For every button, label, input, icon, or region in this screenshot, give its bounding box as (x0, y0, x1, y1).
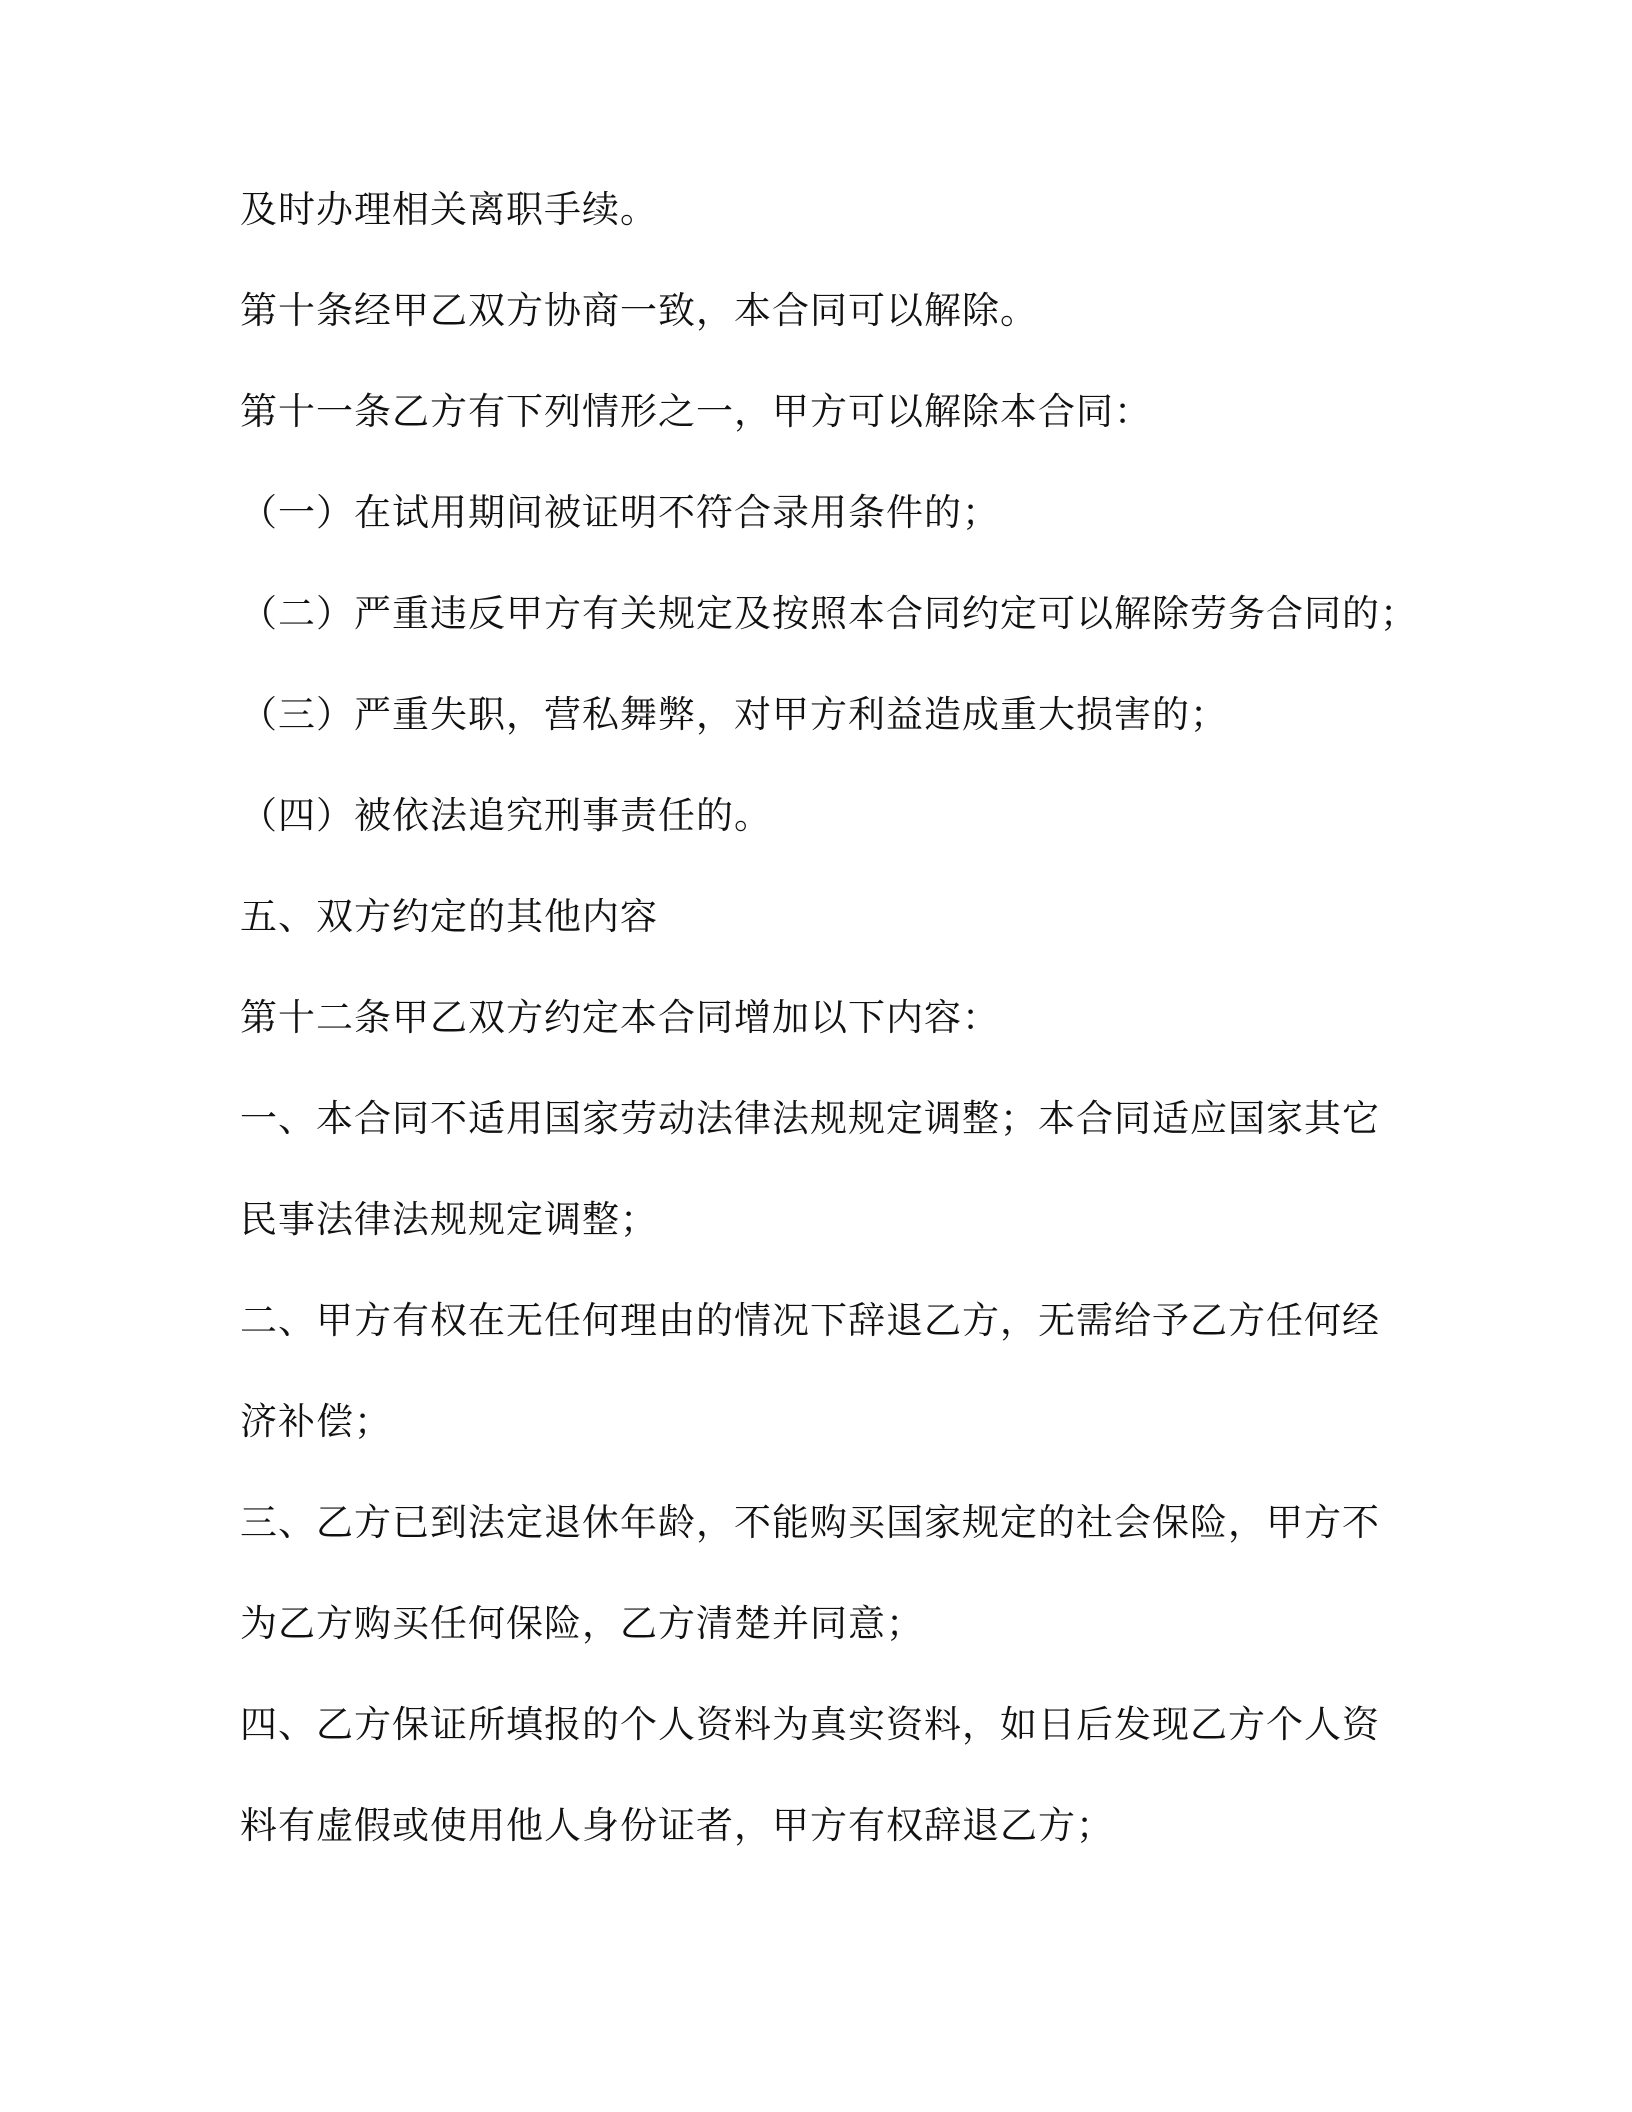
agreement-item-1-continued: 民事法律法规规定调整； (240, 1198, 658, 1241)
clause-item-4: （四）被依法追究刑事责任的。 (240, 794, 772, 837)
text-line: 及时办理相关离职手续。 (240, 188, 658, 231)
agreement-item-1: 一、本合同不适用国家劳动法律法规规定调整；本合同适应国家其它 (240, 1097, 1380, 1140)
agreement-item-4-continued: 料有虚假或使用他人身份证者，甲方有权辞退乙方； (240, 1804, 1114, 1847)
agreement-item-3-continued: 为乙方购买任何保险，乙方清楚并同意； (240, 1602, 924, 1645)
section-heading-5: 五、双方约定的其他内容 (240, 895, 658, 938)
clause-item-3: （三）严重失职，营私舞弊，对甲方利益造成重大损害的； (240, 693, 1228, 736)
agreement-item-2-continued: 济补偿； (240, 1400, 392, 1443)
article-11: 第十一条乙方有下列情形之一，甲方可以解除本合同： (240, 390, 1152, 433)
document-body (240, 188, 1440, 1905)
agreement-item-4: 四、乙方保证所填报的个人资料为真实资料，如日后发现乙方个人资 (240, 1703, 1380, 1746)
agreement-item-3: 三、乙方已到法定退休年龄，不能购买国家规定的社会保险，甲方不 (240, 1501, 1380, 1544)
clause-item-2: （二）严重违反甲方有关规定及按照本合同约定可以解除劳务合同的； (240, 592, 1418, 635)
clause-item-1: （一）在试用期间被证明不符合录用条件的； (240, 491, 1000, 534)
agreement-item-2: 二、甲方有权在无任何理由的情况下辞退乙方，无需给予乙方任何经 (240, 1299, 1380, 1342)
article-10: 第十条经甲乙双方协商一致，本合同可以解除。 (240, 289, 1038, 332)
article-12: 第十二条甲乙双方约定本合同增加以下内容： (240, 996, 1000, 1039)
